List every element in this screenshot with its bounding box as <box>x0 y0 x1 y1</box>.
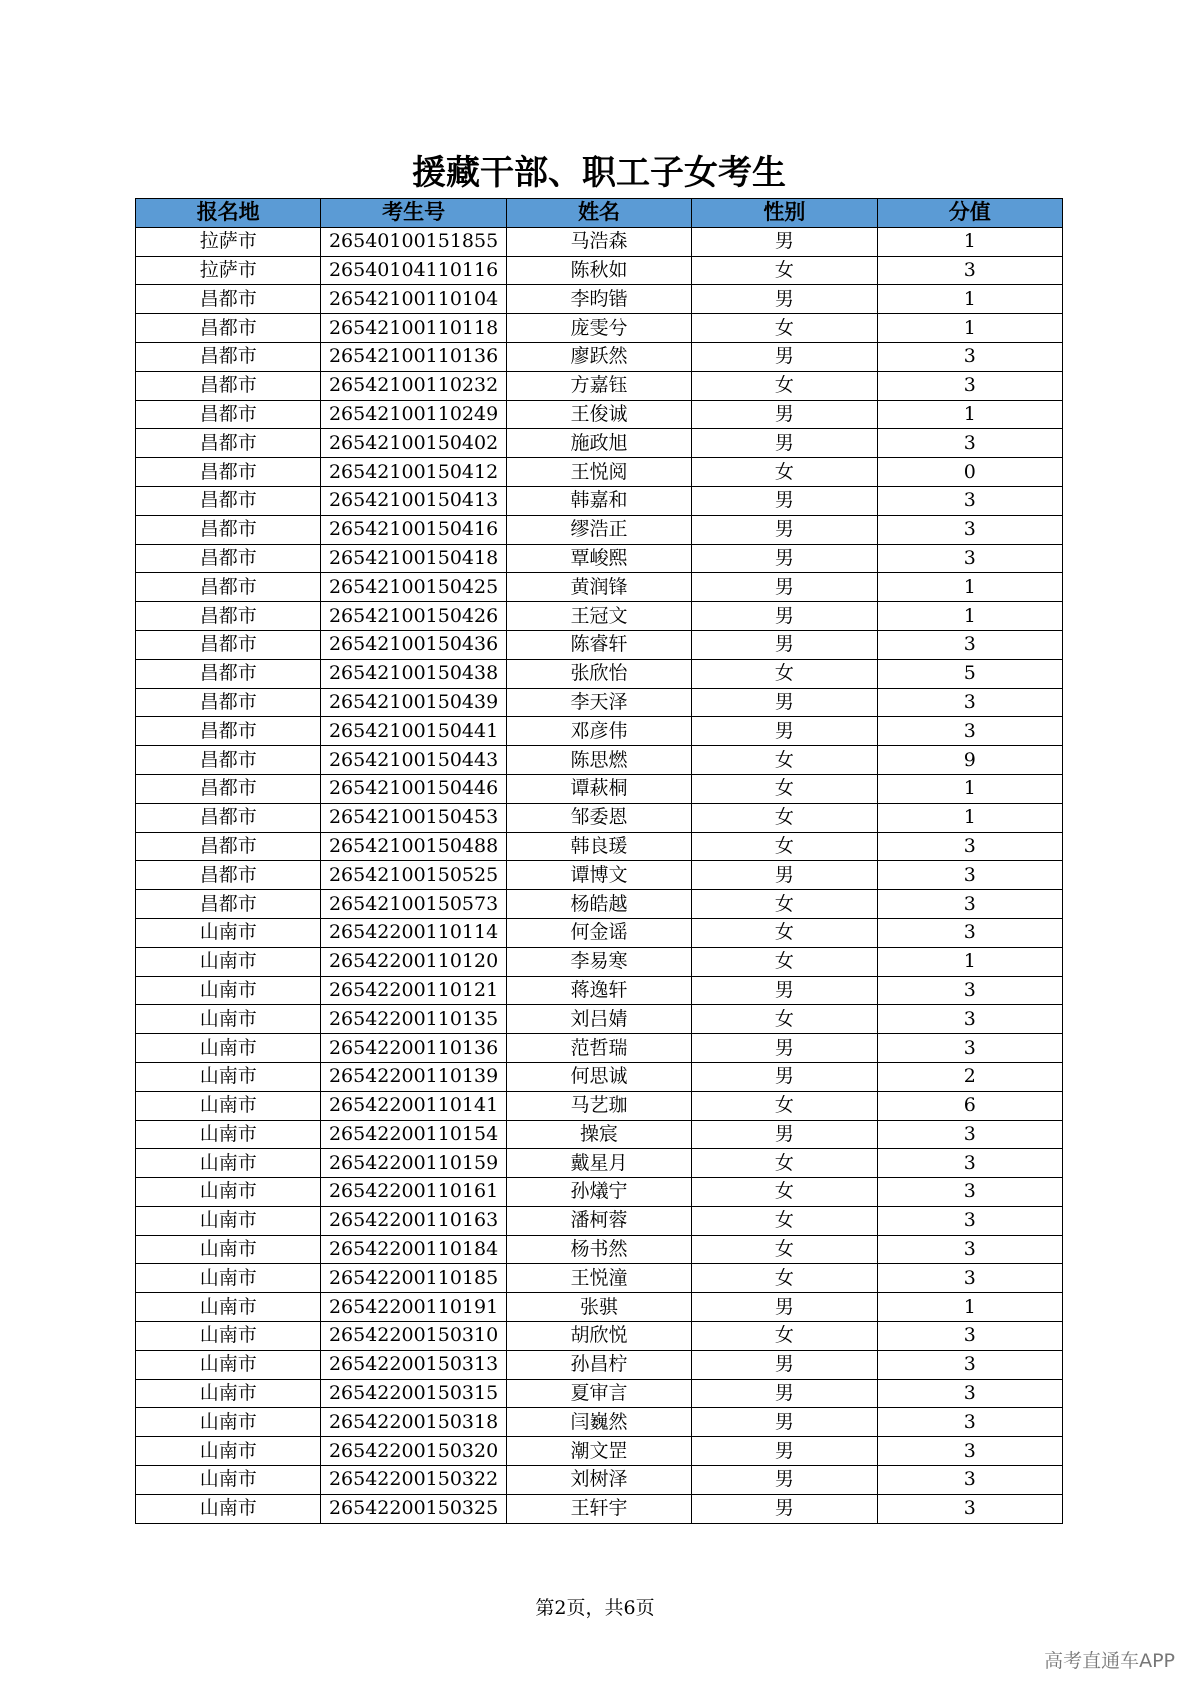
cell-gender: 男 <box>692 1350 877 1379</box>
table-row <box>136 1408 1063 1437</box>
cell-registration-place: 昌都市 <box>136 458 321 487</box>
cell-candidate-number: 26542100110232 <box>321 371 506 400</box>
table-row <box>136 1120 1063 1149</box>
table-row <box>136 429 1063 458</box>
table-row <box>136 371 1063 400</box>
cell-score: 0 <box>877 458 1062 487</box>
cell-gender: 男 <box>692 1466 877 1495</box>
cell-name: 李易寒 <box>506 947 691 976</box>
cell-registration-place: 昌都市 <box>136 429 321 458</box>
cell-candidate-number: 26542200110136 <box>321 1034 506 1063</box>
table-row <box>136 890 1063 919</box>
cell-score: 9 <box>877 746 1062 775</box>
cell-name: 邓彦伟 <box>506 717 691 746</box>
cell-score: 3 <box>877 1408 1062 1437</box>
cell-score: 3 <box>877 1178 1062 1207</box>
cell-name: 刘树泽 <box>506 1466 691 1495</box>
cell-registration-place: 山南市 <box>136 1149 321 1178</box>
cell-registration-place: 山南市 <box>136 1264 321 1293</box>
cell-registration-place: 昌都市 <box>136 861 321 890</box>
cell-score: 3 <box>877 1034 1062 1063</box>
cell-gender: 男 <box>692 1408 877 1437</box>
cell-score: 3 <box>877 1120 1062 1149</box>
table-row <box>136 1264 1063 1293</box>
column-header-score: 分值 <box>877 199 1062 228</box>
cell-name: 王悦潼 <box>506 1264 691 1293</box>
cell-name: 方嘉钰 <box>506 371 691 400</box>
cell-name: 蒋逸轩 <box>506 976 691 1005</box>
cell-name: 潘柯蓉 <box>506 1206 691 1235</box>
table-row <box>136 976 1063 1005</box>
cell-score: 1 <box>877 774 1062 803</box>
cell-score: 3 <box>877 1149 1062 1178</box>
cell-candidate-number: 26542200110161 <box>321 1178 506 1207</box>
cell-gender: 男 <box>692 342 877 371</box>
cell-name: 何金谣 <box>506 918 691 947</box>
cell-name: 王俊诚 <box>506 400 691 429</box>
cell-gender: 男 <box>692 515 877 544</box>
cell-candidate-number: 26542200110141 <box>321 1091 506 1120</box>
cell-gender: 女 <box>692 1149 877 1178</box>
table-row <box>136 1034 1063 1063</box>
table-row <box>136 1466 1063 1495</box>
table-row <box>136 1379 1063 1408</box>
cell-candidate-number: 26542100110104 <box>321 285 506 314</box>
table-row <box>136 486 1063 515</box>
table-row <box>136 400 1063 429</box>
table-row <box>136 458 1063 487</box>
cell-candidate-number: 26542100150402 <box>321 429 506 458</box>
cell-name: 李天泽 <box>506 688 691 717</box>
cell-registration-place: 山南市 <box>136 1034 321 1063</box>
table-row <box>136 688 1063 717</box>
cell-candidate-number: 26542100150426 <box>321 602 506 631</box>
cell-score: 1 <box>877 1293 1062 1322</box>
cell-name: 何思诚 <box>506 1062 691 1091</box>
cell-registration-place: 昌都市 <box>136 285 321 314</box>
cell-candidate-number: 26542200110135 <box>321 1005 506 1034</box>
table-row <box>136 1350 1063 1379</box>
cell-gender: 男 <box>692 976 877 1005</box>
table-row <box>136 602 1063 631</box>
table-row <box>136 659 1063 688</box>
cell-gender: 女 <box>692 314 877 343</box>
cell-score: 3 <box>877 515 1062 544</box>
cell-score: 1 <box>877 400 1062 429</box>
cell-candidate-number: 26542100150425 <box>321 573 506 602</box>
cell-candidate-number: 26542200150320 <box>321 1437 506 1466</box>
column-header-candidate-number: 考生号 <box>321 199 506 228</box>
cell-registration-place: 山南市 <box>136 918 321 947</box>
cell-gender: 男 <box>692 429 877 458</box>
cell-name: 韩嘉和 <box>506 486 691 515</box>
cell-gender: 女 <box>692 918 877 947</box>
table-body <box>136 227 1063 1523</box>
cell-gender: 男 <box>692 1293 877 1322</box>
cell-name: 孙昌柠 <box>506 1350 691 1379</box>
cell-score: 3 <box>877 1235 1062 1264</box>
table-row <box>136 515 1063 544</box>
cell-gender: 男 <box>692 630 877 659</box>
cell-name: 操宸 <box>506 1120 691 1149</box>
table-row <box>136 803 1063 832</box>
cell-score: 2 <box>877 1062 1062 1091</box>
cell-registration-place: 昌都市 <box>136 832 321 861</box>
table-row <box>136 314 1063 343</box>
cell-registration-place: 昌都市 <box>136 890 321 919</box>
cell-registration-place: 山南市 <box>136 1062 321 1091</box>
cell-name: 庞雯兮 <box>506 314 691 343</box>
cell-candidate-number: 26542100150436 <box>321 630 506 659</box>
cell-registration-place: 山南市 <box>136 1235 321 1264</box>
cell-gender: 男 <box>692 285 877 314</box>
cell-gender: 女 <box>692 256 877 285</box>
cell-score: 3 <box>877 861 1062 890</box>
cell-gender: 女 <box>692 1206 877 1235</box>
cell-candidate-number: 26542100150573 <box>321 890 506 919</box>
cell-registration-place: 昌都市 <box>136 314 321 343</box>
cell-candidate-number: 26542100150416 <box>321 515 506 544</box>
table-row <box>136 1005 1063 1034</box>
cell-name: 邹委恩 <box>506 803 691 832</box>
table-row <box>136 717 1063 746</box>
cell-candidate-number: 26542100150441 <box>321 717 506 746</box>
cell-registration-place: 昌都市 <box>136 544 321 573</box>
cell-registration-place: 昌都市 <box>136 688 321 717</box>
cell-score: 3 <box>877 832 1062 861</box>
table-row <box>136 544 1063 573</box>
page-title: 援藏干部、职工子女考生 <box>412 153 786 193</box>
cell-score: 1 <box>877 803 1062 832</box>
cell-candidate-number: 26542200110154 <box>321 1120 506 1149</box>
cell-candidate-number: 26542100110118 <box>321 314 506 343</box>
table-header-row <box>136 199 1063 228</box>
cell-candidate-number: 26542200110191 <box>321 1293 506 1322</box>
cell-registration-place: 山南市 <box>136 1494 321 1523</box>
cell-registration-place: 拉萨市 <box>136 256 321 285</box>
cell-registration-place: 昌都市 <box>136 630 321 659</box>
cell-score: 3 <box>877 1437 1062 1466</box>
cell-candidate-number: 26542200150310 <box>321 1322 506 1351</box>
cell-registration-place: 昌都市 <box>136 602 321 631</box>
cell-gender: 男 <box>692 717 877 746</box>
cell-registration-place: 昌都市 <box>136 774 321 803</box>
cell-score: 6 <box>877 1091 1062 1120</box>
cell-registration-place: 山南市 <box>136 1005 321 1034</box>
cell-candidate-number: 26542200110159 <box>321 1149 506 1178</box>
table-row <box>136 1091 1063 1120</box>
table-row <box>136 630 1063 659</box>
cell-name: 张骐 <box>506 1293 691 1322</box>
cell-gender: 女 <box>692 1091 877 1120</box>
table-row <box>136 1149 1063 1178</box>
cell-name: 缪浩正 <box>506 515 691 544</box>
cell-name: 王轩宇 <box>506 1494 691 1523</box>
table-row <box>136 1494 1063 1523</box>
table-row <box>136 1293 1063 1322</box>
cell-gender: 男 <box>692 861 877 890</box>
column-header-name: 姓名 <box>506 199 691 228</box>
column-header-gender: 性别 <box>692 199 877 228</box>
cell-score: 1 <box>877 947 1062 976</box>
cell-candidate-number: 26542200110139 <box>321 1062 506 1091</box>
cell-candidate-number: 26542200110163 <box>321 1206 506 1235</box>
cell-registration-place: 昌都市 <box>136 342 321 371</box>
candidate-table <box>135 198 1063 1524</box>
page-footer: 第2页，共6页 <box>535 1597 655 1619</box>
cell-gender: 男 <box>692 1062 877 1091</box>
cell-candidate-number: 26542100110249 <box>321 400 506 429</box>
cell-gender: 男 <box>692 1034 877 1063</box>
cell-registration-place: 昌都市 <box>136 659 321 688</box>
cell-candidate-number: 26540104110116 <box>321 256 506 285</box>
cell-gender: 女 <box>692 458 877 487</box>
cell-gender: 男 <box>692 486 877 515</box>
cell-name: 陈秋如 <box>506 256 691 285</box>
table-row <box>136 861 1063 890</box>
cell-candidate-number: 26542200150313 <box>321 1350 506 1379</box>
cell-registration-place: 山南市 <box>136 1379 321 1408</box>
cell-gender: 男 <box>692 227 877 256</box>
cell-name: 范哲瑞 <box>506 1034 691 1063</box>
table-row <box>136 227 1063 256</box>
table-row <box>136 1062 1063 1091</box>
cell-candidate-number: 26542100150488 <box>321 832 506 861</box>
cell-name: 马艺珈 <box>506 1091 691 1120</box>
cell-name: 韩良瑗 <box>506 832 691 861</box>
cell-registration-place: 山南市 <box>136 1206 321 1235</box>
cell-score: 3 <box>877 544 1062 573</box>
cell-score: 3 <box>877 1264 1062 1293</box>
table-row <box>136 947 1063 976</box>
cell-gender: 女 <box>692 774 877 803</box>
cell-score: 3 <box>877 342 1062 371</box>
cell-candidate-number: 26542100150453 <box>321 803 506 832</box>
table-row <box>136 342 1063 371</box>
cell-score: 3 <box>877 717 1062 746</box>
table-row <box>136 832 1063 861</box>
cell-score: 1 <box>877 227 1062 256</box>
cell-score: 3 <box>877 1494 1062 1523</box>
cell-name: 陈睿轩 <box>506 630 691 659</box>
table-row <box>136 918 1063 947</box>
cell-registration-place: 昌都市 <box>136 717 321 746</box>
cell-candidate-number: 26542200150318 <box>321 1408 506 1437</box>
cell-name: 胡欣悦 <box>506 1322 691 1351</box>
cell-candidate-number: 26542100150443 <box>321 746 506 775</box>
cell-score: 3 <box>877 1466 1062 1495</box>
table-row <box>136 1322 1063 1351</box>
table-row <box>136 1178 1063 1207</box>
cell-score: 3 <box>877 371 1062 400</box>
cell-score: 3 <box>877 486 1062 515</box>
cell-gender: 女 <box>692 1005 877 1034</box>
table-row <box>136 285 1063 314</box>
table-row <box>136 573 1063 602</box>
cell-score: 3 <box>877 256 1062 285</box>
cell-registration-place: 昌都市 <box>136 515 321 544</box>
cell-registration-place: 山南市 <box>136 1120 321 1149</box>
cell-registration-place: 山南市 <box>136 1091 321 1120</box>
cell-registration-place: 昌都市 <box>136 746 321 775</box>
cell-score: 1 <box>877 314 1062 343</box>
cell-gender: 男 <box>692 400 877 429</box>
cell-gender: 男 <box>692 1494 877 1523</box>
cell-name: 谭博文 <box>506 861 691 890</box>
cell-score: 5 <box>877 659 1062 688</box>
cell-score: 1 <box>877 602 1062 631</box>
cell-gender: 女 <box>692 803 877 832</box>
watermark: 高考直通车APP <box>1044 1650 1175 1672</box>
cell-score: 3 <box>877 1005 1062 1034</box>
cell-gender: 女 <box>692 659 877 688</box>
cell-gender: 女 <box>692 1235 877 1264</box>
cell-score: 1 <box>877 285 1062 314</box>
cell-gender: 男 <box>692 544 877 573</box>
table-row <box>136 256 1063 285</box>
cell-name: 杨皓越 <box>506 890 691 919</box>
cell-registration-place: 山南市 <box>136 1437 321 1466</box>
cell-registration-place: 昌都市 <box>136 400 321 429</box>
cell-name: 戴星月 <box>506 1149 691 1178</box>
cell-score: 3 <box>877 1350 1062 1379</box>
table-row <box>136 1206 1063 1235</box>
cell-registration-place: 山南市 <box>136 1350 321 1379</box>
cell-gender: 女 <box>692 947 877 976</box>
cell-name: 杨书然 <box>506 1235 691 1264</box>
table-row <box>136 774 1063 803</box>
table-row <box>136 746 1063 775</box>
cell-candidate-number: 26542100150412 <box>321 458 506 487</box>
cell-name: 廖跃然 <box>506 342 691 371</box>
cell-name: 张欣怡 <box>506 659 691 688</box>
table-row <box>136 1437 1063 1466</box>
cell-gender: 男 <box>692 602 877 631</box>
cell-score: 1 <box>877 573 1062 602</box>
cell-candidate-number: 26542200150322 <box>321 1466 506 1495</box>
cell-gender: 男 <box>692 1120 877 1149</box>
cell-score: 3 <box>877 1322 1062 1351</box>
cell-candidate-number: 26542200150315 <box>321 1379 506 1408</box>
cell-registration-place: 昌都市 <box>136 803 321 832</box>
cell-name: 夏审言 <box>506 1379 691 1408</box>
cell-registration-place: 山南市 <box>136 1466 321 1495</box>
cell-candidate-number: 26540100151855 <box>321 227 506 256</box>
cell-candidate-number: 26542200110114 <box>321 918 506 947</box>
cell-name: 黄润锋 <box>506 573 691 602</box>
cell-gender: 女 <box>692 1322 877 1351</box>
column-header-registration-place: 报名地 <box>136 199 321 228</box>
cell-name: 施政旭 <box>506 429 691 458</box>
cell-candidate-number: 26542200110185 <box>321 1264 506 1293</box>
cell-registration-place: 山南市 <box>136 1322 321 1351</box>
cell-registration-place: 山南市 <box>136 976 321 1005</box>
cell-name: 李昀锴 <box>506 285 691 314</box>
cell-gender: 女 <box>692 1264 877 1293</box>
cell-registration-place: 山南市 <box>136 1178 321 1207</box>
cell-candidate-number: 26542200150325 <box>321 1494 506 1523</box>
cell-registration-place: 山南市 <box>136 1293 321 1322</box>
cell-candidate-number: 26542100150418 <box>321 544 506 573</box>
cell-score: 3 <box>877 976 1062 1005</box>
cell-name: 王冠文 <box>506 602 691 631</box>
cell-candidate-number: 26542100150439 <box>321 688 506 717</box>
cell-score: 3 <box>877 630 1062 659</box>
cell-registration-place: 昌都市 <box>136 371 321 400</box>
cell-candidate-number: 26542100150438 <box>321 659 506 688</box>
cell-candidate-number: 26542100110136 <box>321 342 506 371</box>
cell-gender: 女 <box>692 890 877 919</box>
table-row <box>136 1235 1063 1264</box>
cell-name: 谭萩桐 <box>506 774 691 803</box>
cell-name: 王悦阅 <box>506 458 691 487</box>
cell-candidate-number: 26542200110120 <box>321 947 506 976</box>
cell-name: 潮文罡 <box>506 1437 691 1466</box>
cell-gender: 男 <box>692 573 877 602</box>
cell-score: 3 <box>877 918 1062 947</box>
cell-score: 3 <box>877 1379 1062 1408</box>
cell-candidate-number: 26542100150525 <box>321 861 506 890</box>
cell-registration-place: 昌都市 <box>136 486 321 515</box>
cell-gender: 男 <box>692 1437 877 1466</box>
cell-gender: 女 <box>692 832 877 861</box>
cell-candidate-number: 26542100150413 <box>321 486 506 515</box>
cell-score: 3 <box>877 1206 1062 1235</box>
cell-candidate-number: 26542200110184 <box>321 1235 506 1264</box>
cell-name: 闫巍然 <box>506 1408 691 1437</box>
cell-gender: 女 <box>692 1178 877 1207</box>
cell-score: 3 <box>877 688 1062 717</box>
cell-registration-place: 山南市 <box>136 947 321 976</box>
cell-name: 陈思燃 <box>506 746 691 775</box>
cell-gender: 女 <box>692 746 877 775</box>
cell-name: 覃峻熙 <box>506 544 691 573</box>
cell-name: 刘吕婧 <box>506 1005 691 1034</box>
cell-gender: 女 <box>692 371 877 400</box>
cell-score: 3 <box>877 890 1062 919</box>
cell-gender: 男 <box>692 688 877 717</box>
cell-registration-place: 拉萨市 <box>136 227 321 256</box>
cell-candidate-number: 26542100150446 <box>321 774 506 803</box>
cell-gender: 男 <box>692 1379 877 1408</box>
cell-registration-place: 山南市 <box>136 1408 321 1437</box>
cell-name: 马浩森 <box>506 227 691 256</box>
cell-registration-place: 昌都市 <box>136 573 321 602</box>
cell-name: 孙燨宁 <box>506 1178 691 1207</box>
cell-score: 3 <box>877 429 1062 458</box>
cell-candidate-number: 26542200110121 <box>321 976 506 1005</box>
